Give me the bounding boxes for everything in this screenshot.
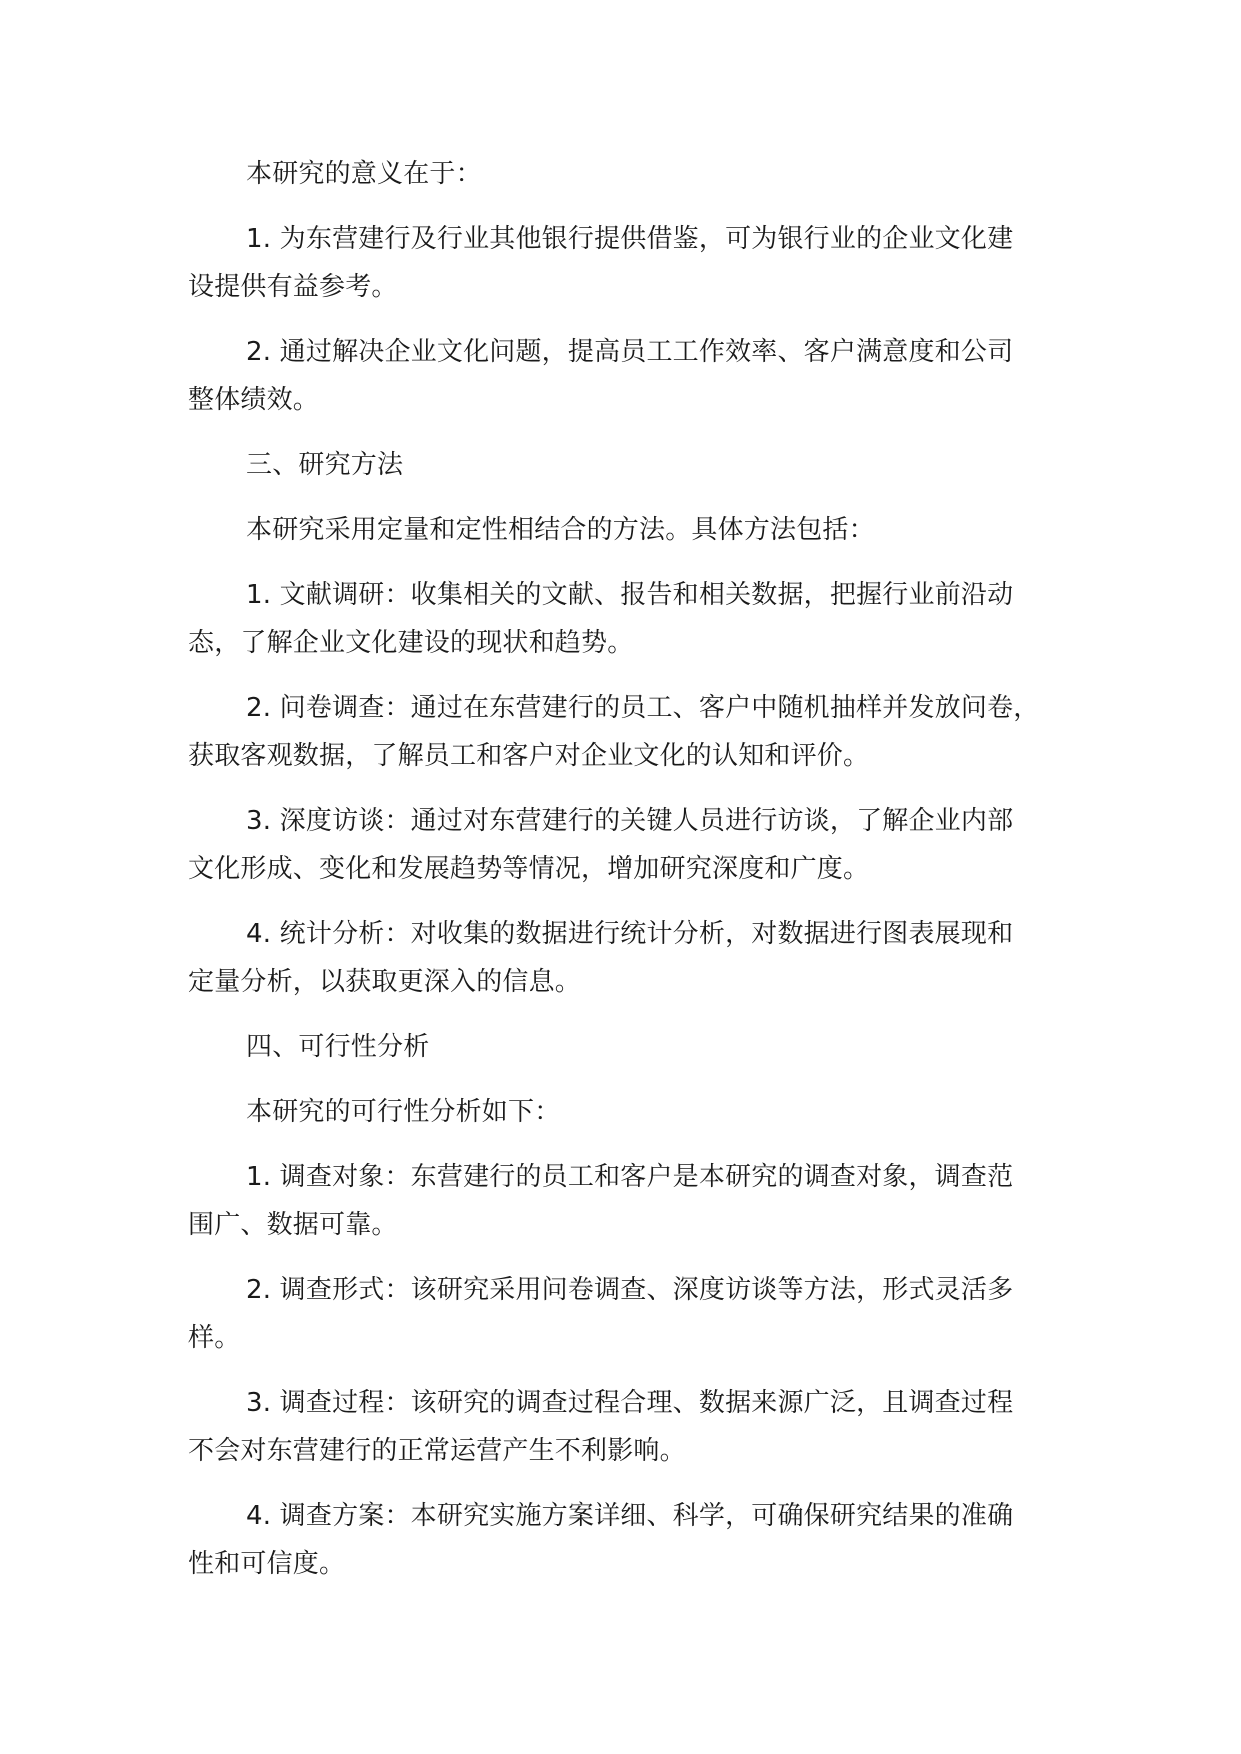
paragraph-feasibility-plan: 4. 调查方案：本研究实施方案详细、科学，可确保研究结果的准确 性和可信度。: [188, 1501, 1014, 1579]
paragraph-method-survey: 2. 问卷调查：通过在东营建行的员工、客户中随机抽样并发放问卷， 获取客观数据，了解员工和客户对企业文化的认知和评价。: [188, 693, 1040, 771]
paragraph-significance-2: 2. 通过解决企业文化问题，提高员工工作效率、客户满意度和公司 整体绩效。: [188, 337, 1014, 415]
paragraph-methods-intro: 本研究采用定量和定性相结合的方法。具体方法包括：: [246, 515, 875, 545]
paragraph-method-interview: 3. 深度访谈：通过对东营建行的关键人员进行访谈，了解企业内部 文化形成、变化和发展趋势等情况，增加研究深度和广度。: [188, 806, 1014, 884]
document-body: [188, 150, 1058, 1605]
paragraph-significance-intro: 本研究的意义在于：: [246, 159, 482, 189]
paragraph-feasibility-process: 3. 调查过程：该研究的调查过程合理、数据来源广泛，且调查过程 不会对东营建行的正常运营产生不利影响。: [188, 1388, 1014, 1466]
section-heading-feasibility: 四、可行性分析: [246, 1032, 430, 1062]
paragraph-method-statistics: 4. 统计分析：对收集的数据进行统计分析，对数据进行图表展现和 定量分析，以获取更深入的信息。: [188, 919, 1014, 997]
paragraph-feasibility-intro: 本研究的可行性分析如下：: [246, 1097, 561, 1127]
paragraph-method-literature: 1. 文献调研：收集相关的文献、报告和相关数据，把握行业前沿动 态，了解企业文化建设的现状和趋势。: [188, 580, 1014, 658]
paragraph-feasibility-form: 2. 调查形式：该研究采用问卷调查、深度访谈等方法，形式灵活多 样。: [188, 1275, 1014, 1353]
section-heading-methods: 三、研究方法: [246, 450, 404, 480]
paragraph-significance-1: 1. 为东营建行及行业其他银行提供借鉴，可为银行业的企业文化建 设提供有益参考。: [188, 224, 1014, 302]
paragraph-feasibility-subjects: 1. 调查对象：东营建行的员工和客户是本研究的调查对象，调查范 围广、数据可靠。: [188, 1162, 1014, 1240]
